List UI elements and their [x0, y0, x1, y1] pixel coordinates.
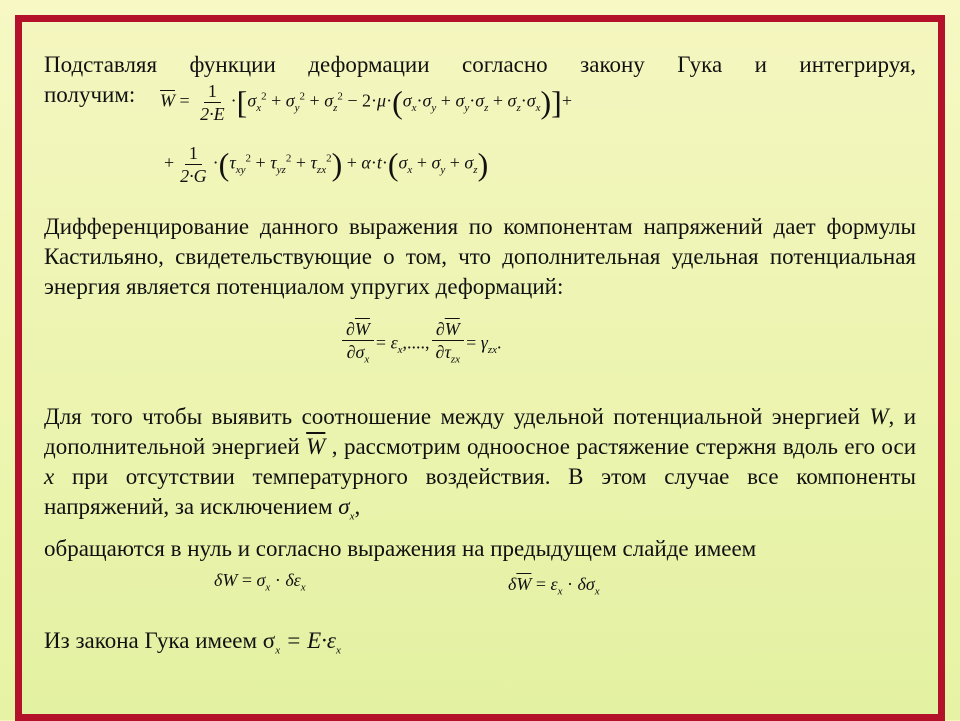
paragraph-vanish: обращаются в нуль и согласно выражения на предыдущем слайде имеем [44, 536, 757, 561]
intro-line-2: получим: [44, 82, 136, 107]
formula-complementary-energy-line-1: $\overline{W}$ = $\frac{1}{2\cdot E}$ $\cdot[\sigma_x^2 + \sigma_y^2 + \sigma_z^2 - 2\cdot\mu\cdot(\sigma_x\cdot\sigma_y + \sigma_y\cdot\sigma_z + \sigma_z\cdot\sigma_x)]+$ [160, 81, 572, 124]
uniaxial-text-4: при отсутствии температурного воздействия. В этом случае все компоненты напряжений, за исключением [44, 464, 917, 519]
paragraph-uniaxial [44, 402, 916, 532]
symbol-sigma: σ [338, 494, 350, 519]
formula-castigliano: $\frac{\partial\overline{W}}{\partial\sigma_x}$ = $\varepsilon_x$,...., $\frac{\partial\overline{W}}{\partial\tau_{zx}}$ = $\gamma_{zx}$. [340, 318, 501, 371]
uniaxial-text-3: , рассмотрим одноосное растяжение стержня вдоль его оси [331, 434, 916, 459]
uniaxial-text-1: Для того чтобы выявить соотношение между удельной потенциальной энергией [44, 404, 860, 429]
hooke-sub-x2: x [335, 644, 341, 657]
paragraph-hooke [44, 626, 916, 666]
formula-strain-energy-increment: $\delta W = \sigma_x \cdot \delta\varepsilon_x$ [214, 570, 306, 594]
formula-complementary-energy-line-2: + $\frac{1}{2\cdot G}$ $\cdot(\tau_{xy}^2 + \tau_{yz}^2 + \tau_{zx}^2) + \alpha\cdot t\cdot(\sigma_x + \sigma_y + \sigma_z)$ [164, 143, 489, 186]
uniaxial-text-5: , [354, 494, 361, 519]
uniaxial-text-2: , и дополнительной энергией [44, 404, 917, 459]
hooke-sub-x: x [275, 644, 281, 657]
symbol-w-bar: $\overline{W}$ [306, 434, 326, 459]
hooke-eq: = E·ε [280, 628, 336, 653]
symbol-sigma-sub: x [349, 510, 355, 523]
intro-line-1: Подставляя функции деформации согласно закону Гука и интегрируя, [44, 52, 916, 77]
formula-complementary-energy-increment: $\delta\overline{W} = \varepsilon_x \cdot \delta\sigma_x$ [508, 574, 600, 598]
symbol-w: W [869, 404, 889, 429]
slide-frame [15, 15, 945, 721]
paragraph-castigliano: Дифференцирование данного выражения по компонентам напряжений дает формулы Кастильяно, свидетельствующие о том, что дополнительная удельная потенциальная энергия является потенциалом упругих деформаций: [44, 214, 916, 299]
hooke-text: Из закона Гука имеем σ [44, 628, 276, 653]
symbol-x: x [44, 464, 55, 489]
